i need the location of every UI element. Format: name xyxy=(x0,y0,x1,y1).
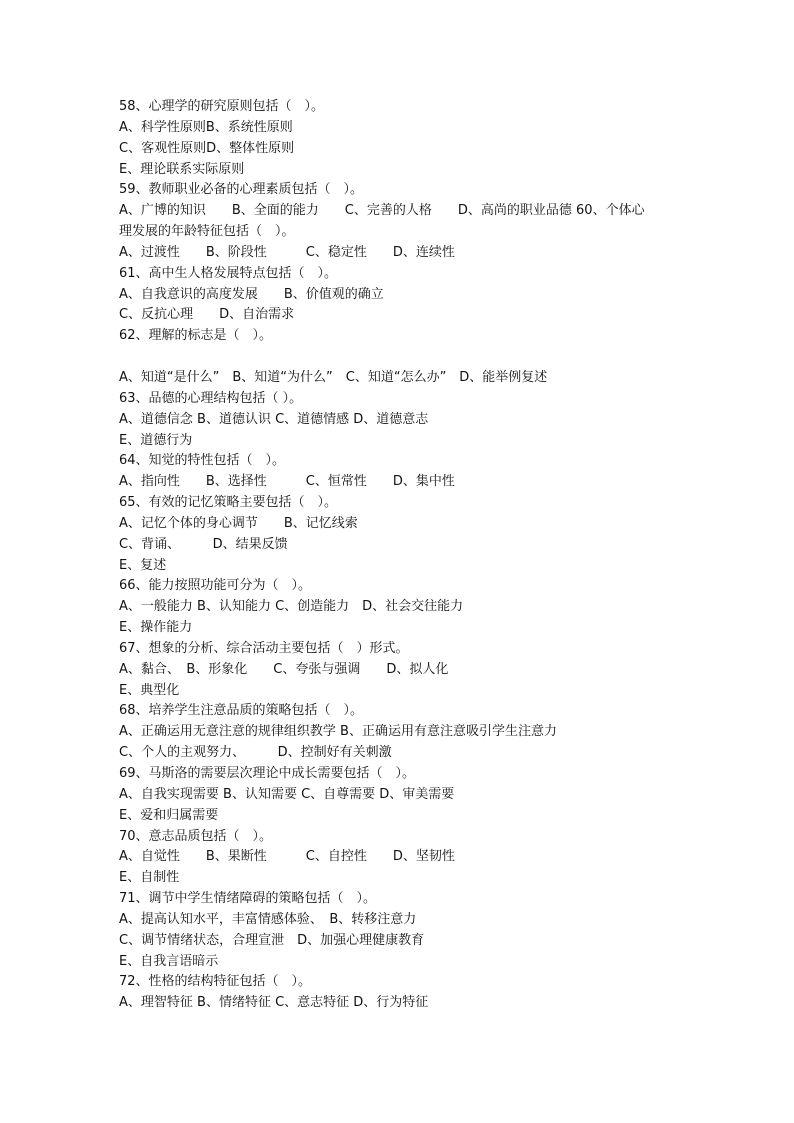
text-line: A、知道“是什么” B、知道“为什么” C、知道“怎么办” D、能举例复述 xyxy=(119,369,548,385)
text-line: A、一般能力 B、认知能力 C、创造能力 D、社会交往能力 xyxy=(119,599,464,615)
text-line: E、操作能力 xyxy=(119,620,193,636)
text-line: 67、想象的分析、综合活动主要包括（ ）形式。 xyxy=(119,640,409,656)
text-line: C、调节情绪状态，合理宣泄 D、加强心理健康教育 xyxy=(119,932,425,948)
text-line: 62、理解的标志是（ ）。 xyxy=(119,328,273,344)
text-line: E、自制性 xyxy=(119,870,180,886)
text-line: 58、心理学的研究原则包括（ ）。 xyxy=(119,99,325,114)
text-line: A、自我实现需要 B、认知需要 C、自尊需要 D、审美需要 xyxy=(119,786,455,802)
text-line: 59、教师职业必备的心理素质包括（ ）。 xyxy=(119,182,364,198)
text-line: E、理论联系实际原则 xyxy=(119,161,245,177)
text-line: A、道德信念 B、道德认识 C、道德情感 D、道德意志 xyxy=(119,411,429,427)
text-line: E、道德行为 xyxy=(119,432,193,448)
text-line: A、正确运用无意注意的规律组织教学 B、正确运用有意注意吸引学生注意力 xyxy=(119,724,557,740)
text-line: A、自我意识的高度发展 B、价值观的确立 xyxy=(119,286,384,302)
text-line: C、背诵、 D、结果反馈 xyxy=(119,536,288,552)
text-line: E、复述 xyxy=(119,557,167,573)
text-line: 72、性格的结构特征包括（ ）。 xyxy=(119,974,312,990)
text-line: A、指向性 B、选择性 C、恒常性 D、集中性 xyxy=(119,474,455,490)
text-line: 63、品德的心理结构包括（ ）。 xyxy=(119,390,303,406)
text-line: E、爱和归属需要 xyxy=(119,807,219,823)
text-line: A、科学性原则B、系统性原则 xyxy=(119,119,293,135)
text-line: A、自觉性 B、果断性 C、自控性 D、坚韧性 xyxy=(119,849,455,865)
text-line: A、黏合、 B、形象化 C、夸张与强调 D、拟人化 xyxy=(119,661,449,677)
text-line: 65、有效的记忆策略主要包括（ ）。 xyxy=(119,495,338,511)
text-line: 61、高中生人格发展特点包括（ ）。 xyxy=(119,265,338,281)
text-line: E、典型化 xyxy=(119,682,180,698)
text-line: C、反抗心理 D、自治需求 xyxy=(119,307,295,323)
text-line: A、提高认知水平，丰富情感体验、 B、转移注意力 xyxy=(119,911,417,927)
text-line: 71、调节中学生情绪障碍的策略包括（ ）。 xyxy=(119,891,377,907)
text-line: A、广博的知识 B、全面的能力 C、完善的人格 D、高尚的职业品德 60、个体心 xyxy=(119,203,645,219)
text-line: 68、培养学生注意品质的策略包括（ ）。 xyxy=(119,703,364,719)
text-line: 66、能力按照功能可分为（ ）。 xyxy=(119,578,312,594)
text-line: C、个人的主观努力、 D、控制好有关刺激 xyxy=(119,745,392,761)
text-line: C、客观性原则D、整体性原则 xyxy=(119,140,295,156)
text-line: 理发展的年龄特征包括（ ）。 xyxy=(119,224,295,240)
text-line: A、记忆个体的身心调节 B、记忆线索 xyxy=(119,515,358,531)
text-line: E、自我言语暗示 xyxy=(119,953,219,969)
text-line: A、理智特征 B、情绪特征 C、意志特征 D、行为特征 xyxy=(119,995,429,1011)
text-line: A、过渡性 B、阶段性 C、稳定性 D、连续性 xyxy=(119,244,455,260)
text-line: 64、知觉的特性包括（ ）。 xyxy=(119,453,286,469)
question-list xyxy=(119,97,719,1014)
text-line: 70、意志品质包括（ ）。 xyxy=(119,828,273,844)
blank-line xyxy=(119,347,719,368)
text-line: 69、马斯洛的需要层次理论中成长需要包括（ ）。 xyxy=(119,766,416,781)
